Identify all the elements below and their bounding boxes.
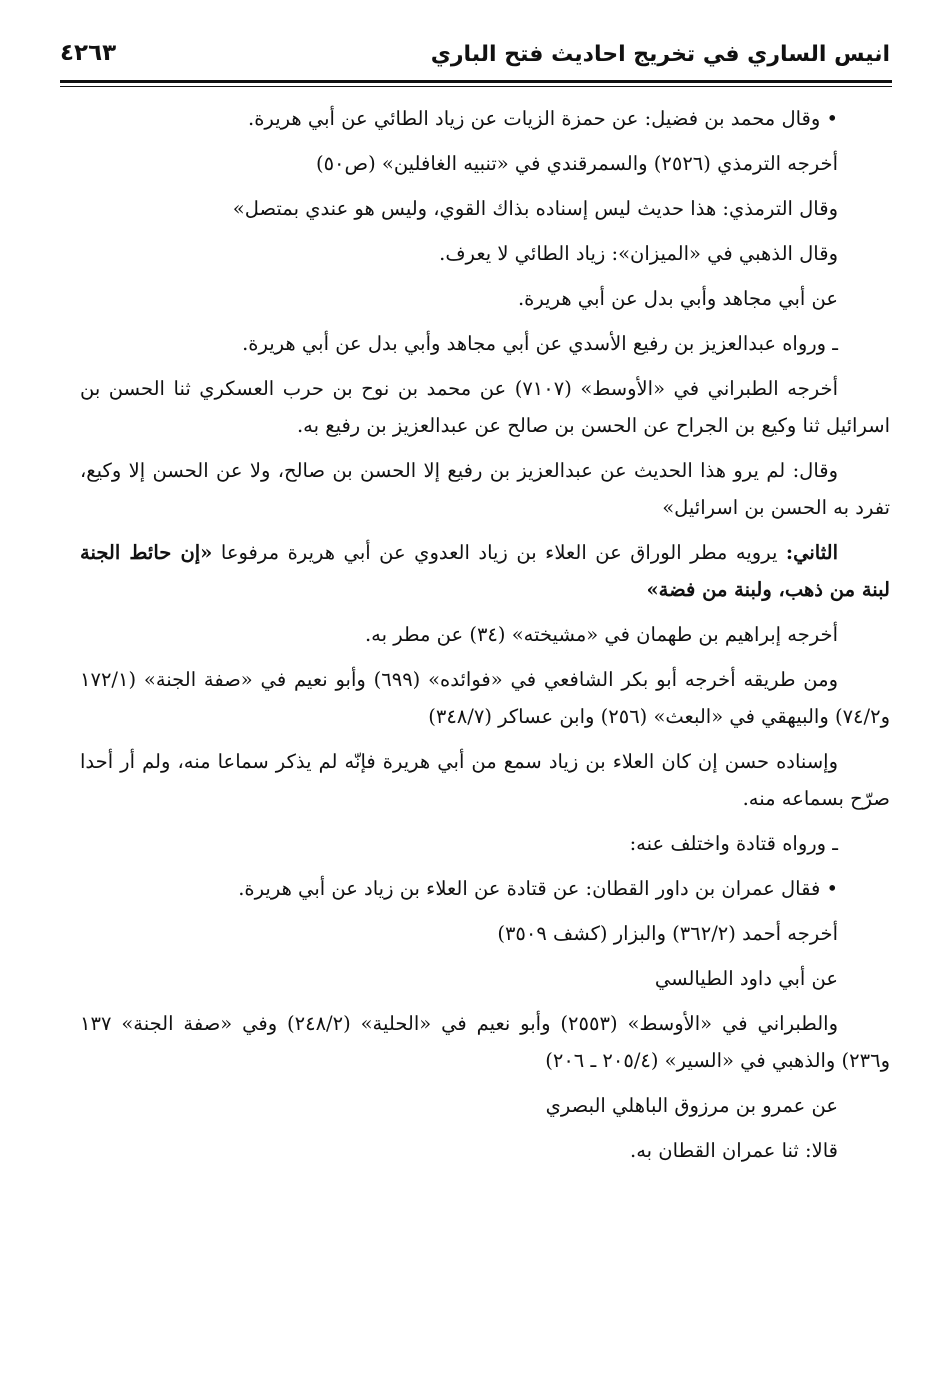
page-body: [80, 100, 890, 1177]
page-number: ٤٢٦٣: [60, 40, 117, 66]
second-text: يرويه مطر الوراق عن العلاء بن زياد العدوي عن أبي هريرة مرفوعا: [212, 541, 786, 564]
paragraph-second-hadith: [80, 534, 890, 608]
paragraph-18: عن عمرو بن مرزوق الباهلي البصري: [545, 1094, 838, 1117]
paragraph-12: وإسناده حسن إن كان العلاء بن زياد سمع من أبي هريرة فإنّه لم يذكر سماعا منه، ولم أر أحدا صرّح بسماعه منه.: [80, 750, 890, 810]
paragraph-3: وقال الترمذي: هذا حديث ليس إسناده بذاك القوي، وليس هو عندي بمتصل»: [232, 197, 838, 220]
paragraph-14: • فقال عمران بن داور القطان: عن قتادة عن العلاء بن زياد عن أبي هريرة.: [238, 877, 838, 900]
paragraph-11: ومن طريقه أخرجه أبو بكر الشافعي في «فوائده» (٦٩٩) وأبو نعيم في «صفة الجنة» (١٧٢/١ و٧٤/٢) والبيهقي في «البعث» (٢٥٦) وابن عساكر (٣٤٨/٧): [80, 668, 890, 728]
paragraph-15: أخرجه أحمد (٣٦٢/٢) والبزار (كشف ٣٥٠٩): [497, 922, 838, 945]
paragraph-16: عن أبي داود الطيالسي: [654, 967, 838, 990]
paragraph-17: والطبراني في «الأوسط» (٢٥٥٣) وأبو نعيم في «الحلية» (٢٤٨/٢) وفي «صفة الجنة» ١٣٧ و٢٣٦) والذهبي في «السير» (٢٠٥/٤ ـ ٢٠٦): [80, 1012, 890, 1072]
paragraph-19: قالا: ثنا عمران القطان به.: [630, 1139, 838, 1162]
second-quote: «إن حائط الجنة لبنة من ذهب، ولبنة من فضة»: [80, 541, 890, 601]
paragraph-6: ـ ورواه عبدالعزيز بن رفيع الأسدي عن أبي مجاهد وأبي بدل عن أبي هريرة.: [242, 332, 838, 355]
paragraph-2: أخرجه الترمذي (٢٥٢٦) والسمرقندي في «تنبيه الغافلين» (ص٥٠): [315, 152, 838, 175]
paragraph-8: وقال: لم يرو هذا الحديث عن عبدالعزيز بن رفيع إلا الحسن بن صالح، ولا عن الحسن إلا وكيع، تفرد به الحسن بن اسرائيل»: [80, 459, 890, 519]
book-title: انيس الساري في تخريج احاديث فتح الباري: [430, 42, 890, 67]
paragraph-1: • وقال محمد بن فضيل: عن حمزة الزيات عن زياد الطائي عن أبي هريرة.: [248, 107, 838, 130]
header-rule-thin: [60, 86, 892, 87]
paragraph-4: وقال الذهبي في «الميزان»: زياد الطائي لا يعرف.: [439, 242, 838, 265]
header-rule-thick: [60, 80, 892, 83]
paragraph-10: أخرجه إبراهيم بن طهمان في «مشيخته» (٣٤) عن مطر به.: [364, 623, 838, 646]
paragraph-7: أخرجه الطبراني في «الأوسط» (٧١٠٧) عن محمد بن نوح بن حرب العسكري ثنا الحسن بن اسرائيل ثنا وكيع بن الجراح عن الحسن بن صالح عن عبدالعزيز بن رفيع به.: [80, 377, 890, 437]
page-header: [60, 38, 890, 84]
second-label: الثاني:: [785, 541, 838, 564]
paragraph-13: ـ ورواه قتادة واختلف عنه:: [629, 832, 838, 855]
paragraph-5: عن أبي مجاهد وأبي بدل عن أبي هريرة.: [517, 287, 838, 310]
